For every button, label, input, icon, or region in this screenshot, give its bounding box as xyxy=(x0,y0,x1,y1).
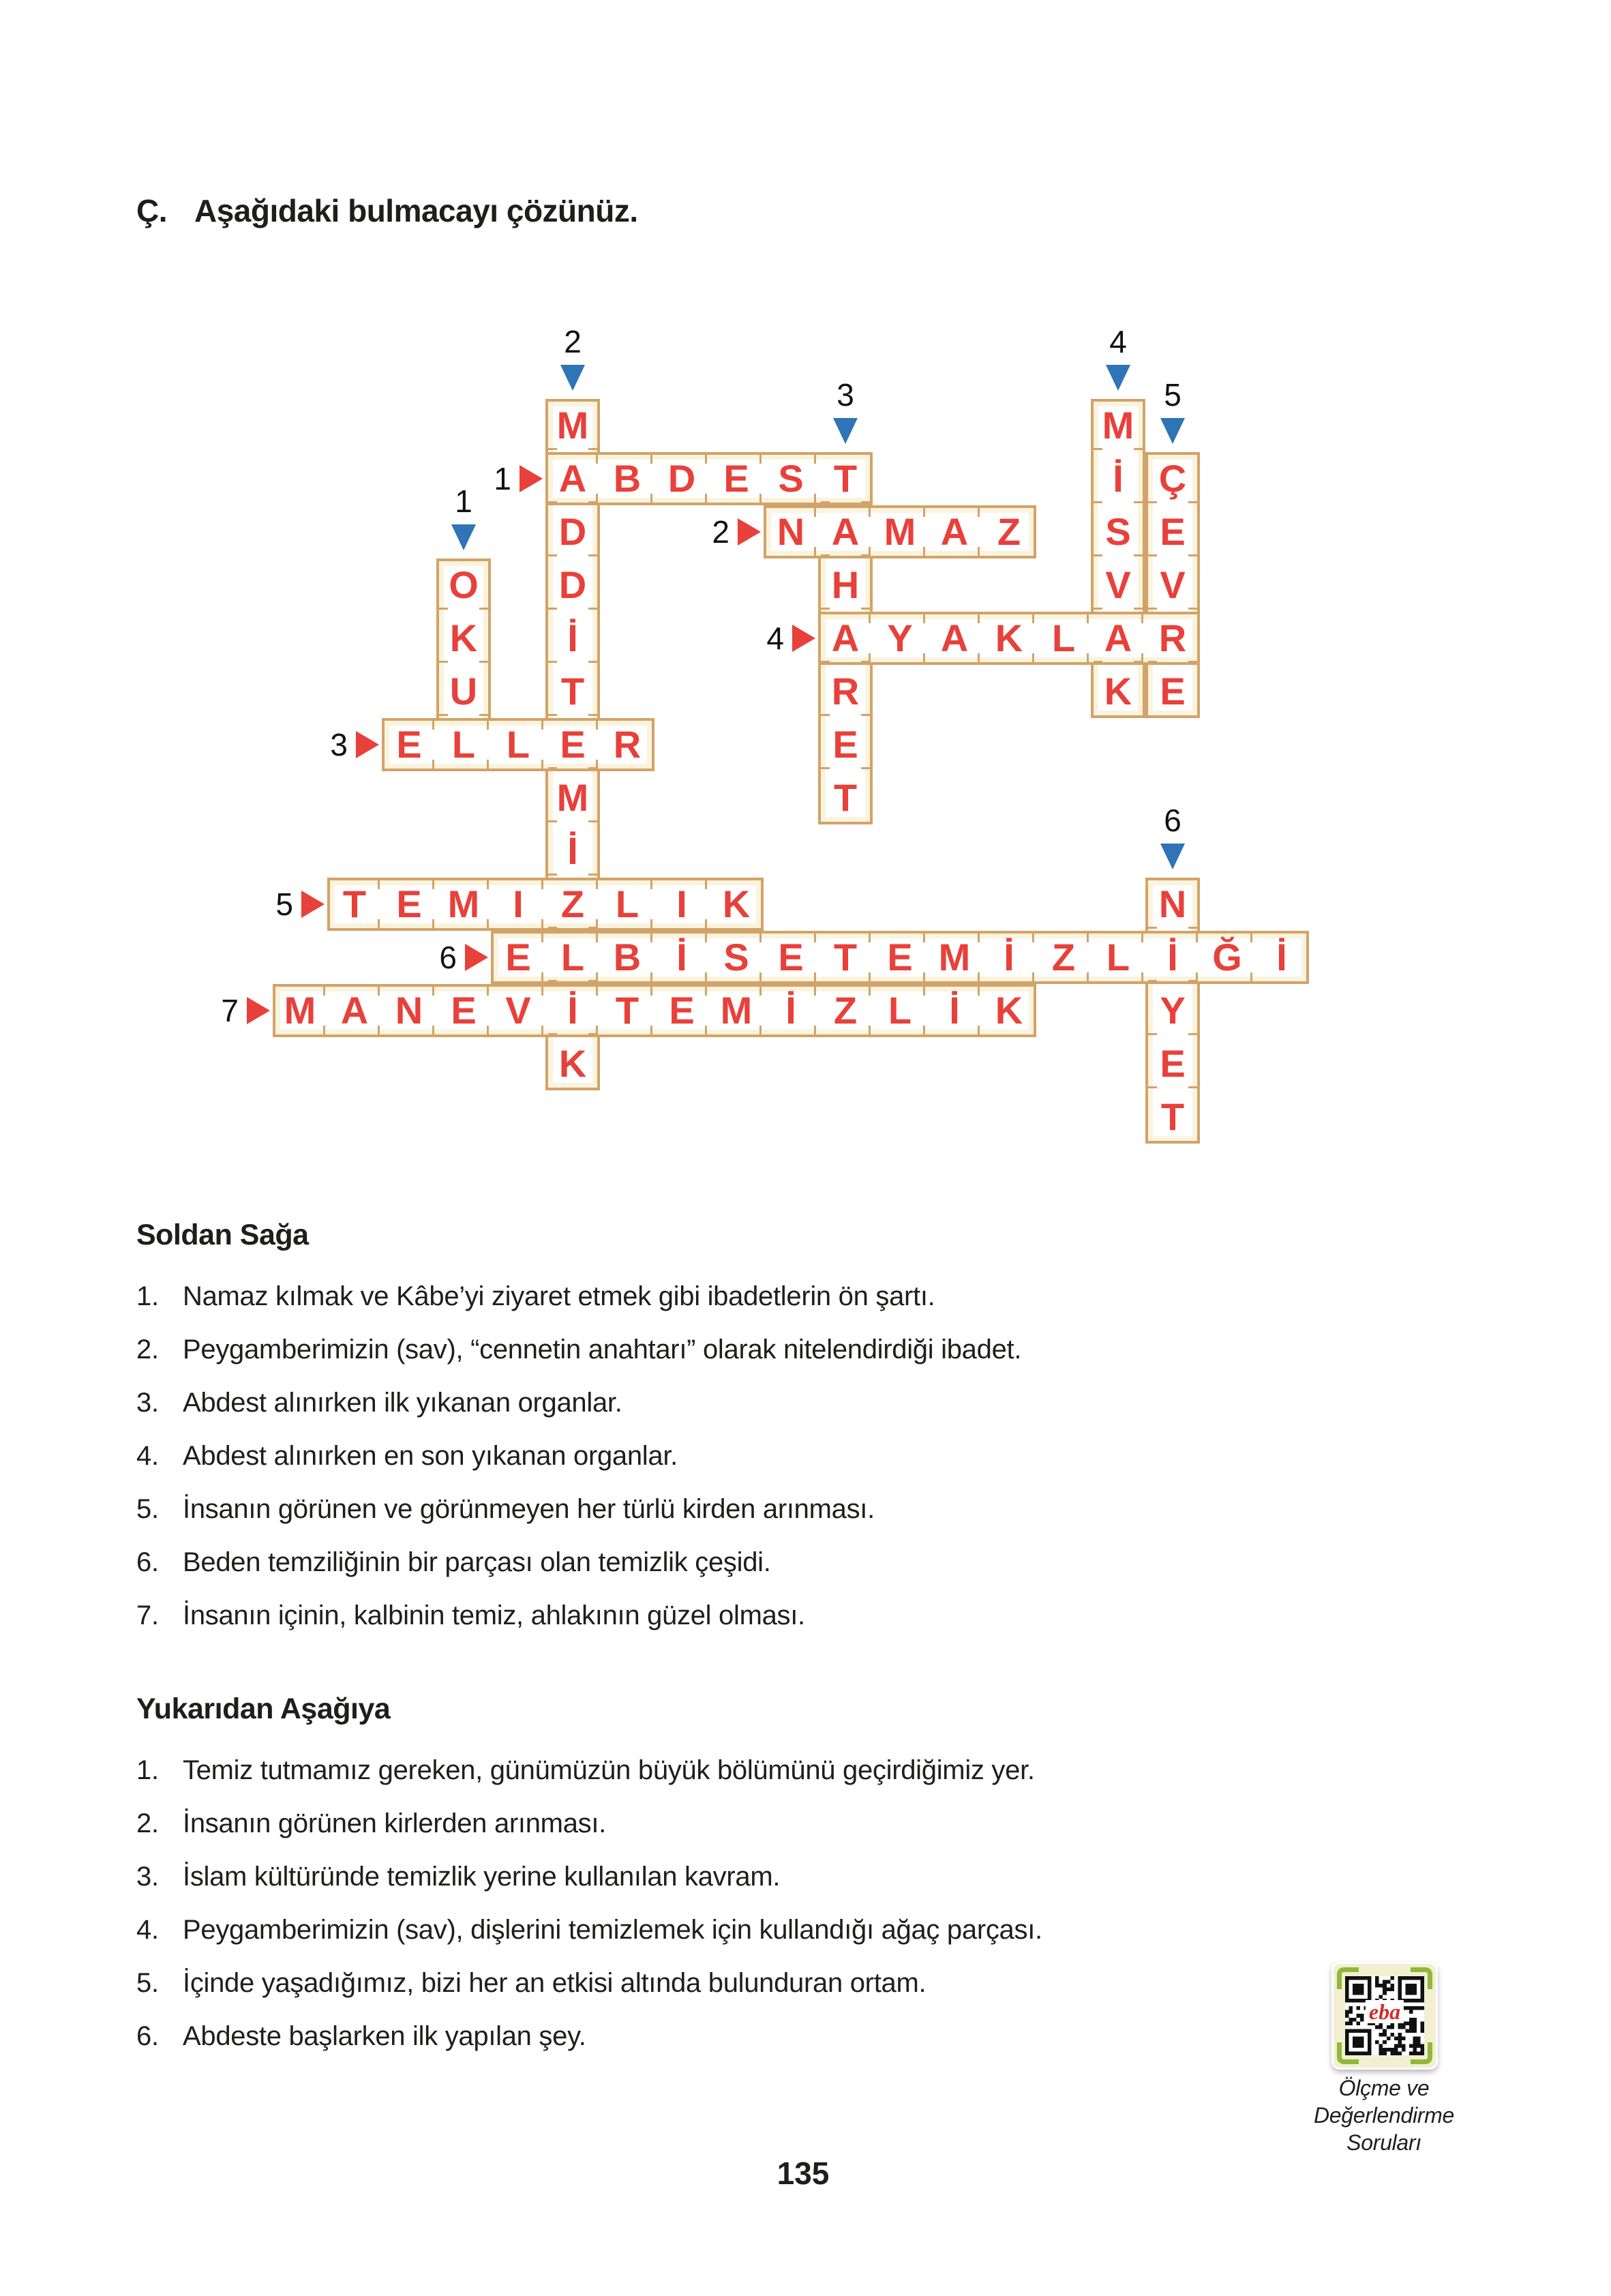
crossword-letter: O xyxy=(449,563,479,606)
clue-text: İçinde yaşadığımız, bizi her an etkisi altında bulunduran ortam. xyxy=(183,1968,927,1998)
crossword-letter: M xyxy=(938,936,971,979)
crossword-letter: L xyxy=(888,989,912,1032)
crossword-letter: E xyxy=(723,457,749,500)
down-arrow-icon xyxy=(1160,844,1185,869)
crossword-letter: I xyxy=(513,882,524,925)
down-clue-6 xyxy=(136,2010,1329,2063)
down-arrow-icon xyxy=(560,365,585,391)
down-clues-list xyxy=(136,1744,1329,2063)
crossword-letter: E xyxy=(451,989,477,1032)
right-arrow-icon xyxy=(356,731,379,758)
clue-text: Abdeste başlarken ilk yapılan şey. xyxy=(183,2021,586,2051)
clue-number: 5. xyxy=(136,1494,159,1524)
across-clue-7 xyxy=(136,1589,1329,1642)
down-3-number: 3 xyxy=(837,377,854,413)
crossword-letter: İ xyxy=(1167,936,1178,979)
across-clue-4 xyxy=(136,1429,1329,1482)
clue-number: 2. xyxy=(136,1808,159,1838)
crossword-letter: R xyxy=(613,723,642,766)
crossword-letter: K xyxy=(995,616,1023,659)
crossword-letter: İ xyxy=(676,936,687,979)
crossword-letter: E xyxy=(1160,1042,1186,1085)
crossword-letter: B xyxy=(613,936,642,979)
qr-caption-line: Değerlendirme xyxy=(1314,2103,1454,2128)
crossword-letter: Y xyxy=(887,616,913,659)
crossword-letter: M xyxy=(1102,404,1134,447)
clue-text: Peygamberimizin (sav), “cennetin anahtarı” olarak nitelendirdiği ibadet. xyxy=(183,1335,1022,1365)
crossword-letter: Ğ xyxy=(1212,936,1242,979)
crossword-letter: K xyxy=(1104,670,1132,713)
crossword-letter: S xyxy=(723,936,749,979)
down-2-number: 2 xyxy=(564,324,582,359)
crossword-letter: D xyxy=(558,510,587,553)
clue-number: 2. xyxy=(136,1335,159,1365)
crossword-letter: B xyxy=(613,457,642,500)
crossword-letter: E xyxy=(887,936,913,979)
across-clue-6 xyxy=(136,1536,1329,1589)
across-clue-1 xyxy=(136,1270,1329,1323)
clue-number: 6. xyxy=(136,2021,159,2051)
crossword-letter: Y xyxy=(1160,989,1186,1032)
down-clue-1 xyxy=(136,1744,1329,1797)
down-arrow-icon xyxy=(1106,365,1130,391)
crossword-letter: M xyxy=(884,510,916,553)
clue-text: Temiz tutmamız gereken, günümüzün büyük bölümünü geçirdiğimiz yer. xyxy=(183,1755,1035,1785)
crossword-letter: İ xyxy=(949,989,960,1032)
crossword-letter: E xyxy=(560,723,586,766)
down-arrow-icon xyxy=(833,418,858,444)
across-clue-3 xyxy=(136,1376,1329,1429)
crossword-letter: E xyxy=(778,936,804,979)
qr-code xyxy=(1331,1962,1438,2070)
across-clue-5 xyxy=(136,1482,1329,1536)
crossword-letter: M xyxy=(284,989,316,1032)
qr-caption-line: Ölçme ve xyxy=(1338,2076,1430,2100)
crossword-letter: İ xyxy=(1113,457,1124,500)
crossword-letter: T xyxy=(560,670,585,713)
crossword-letter: I xyxy=(676,882,687,925)
right-arrow-icon xyxy=(247,997,270,1024)
crossword-letter: E xyxy=(1160,510,1186,553)
crossword-letter: L xyxy=(1051,616,1076,659)
crossword-letter: A xyxy=(340,989,369,1032)
crossword-letter: D xyxy=(558,563,587,606)
right-arrow-icon xyxy=(465,944,488,971)
crossword-letter: İ xyxy=(567,989,578,1032)
clue-number: 3. xyxy=(136,1862,159,1892)
page-number: 135 xyxy=(777,2156,830,2191)
crossword-letter: İ xyxy=(567,829,578,872)
down-4-number: 4 xyxy=(1109,324,1127,359)
crossword-letter: E xyxy=(396,723,422,766)
crossword-letter: A xyxy=(940,616,969,659)
crossword-letter: S xyxy=(1105,510,1131,553)
across-1-number: 1 xyxy=(494,461,511,496)
crossword-letter: T xyxy=(1160,1095,1185,1138)
down-6-number: 6 xyxy=(1164,803,1181,838)
across-2-number: 2 xyxy=(712,514,729,550)
right-arrow-icon xyxy=(520,465,543,492)
title-letter: Ç. xyxy=(136,193,167,228)
qr-caption xyxy=(1282,2074,1486,2156)
clue-number: 1. xyxy=(136,1281,159,1311)
crossword-letter: T xyxy=(833,457,858,500)
down-arrow-icon xyxy=(1160,418,1185,444)
clue-number: 4. xyxy=(136,1915,159,1945)
crossword-letter: M xyxy=(720,989,753,1032)
eba-logo: eba xyxy=(1366,2000,1404,2023)
crossword-letter: N xyxy=(1158,882,1187,925)
down-clues-heading: Yukarıdan Aşağıya xyxy=(136,1693,391,1725)
across-6-number: 6 xyxy=(439,940,457,975)
down-clue-4 xyxy=(136,1903,1329,1956)
clue-number: 3. xyxy=(136,1388,159,1418)
crossword-letter: Z xyxy=(997,510,1021,553)
clue-number: 5. xyxy=(136,1968,159,1998)
crossword-letter: N xyxy=(395,989,423,1032)
crossword-letter: Z xyxy=(1051,936,1076,979)
down-clue-3 xyxy=(136,1850,1329,1903)
clue-text: Namaz kılmak ve Kâbe’yi ziyaret etmek gibi ibadetlerin ön şartı. xyxy=(183,1281,935,1311)
crossword-letter: Z xyxy=(833,989,858,1032)
clue-text: İnsanın görünen kirlerden arınması. xyxy=(183,1808,606,1838)
clue-text: Beden temziliğinin bir parçası olan temizlik çeşidi. xyxy=(183,1547,771,1577)
crossword-letter: İ xyxy=(1276,936,1287,979)
crossword-letter: R xyxy=(1158,616,1187,659)
crossword-letter: T xyxy=(833,776,858,819)
clue-text: Abdest alınırken ilk yıkanan organlar. xyxy=(183,1388,622,1418)
crossword-letter: M xyxy=(447,882,480,925)
crossword-letter: E xyxy=(832,723,858,766)
down-clues-section xyxy=(136,1693,1329,2063)
across-7-number: 7 xyxy=(221,993,239,1028)
crossword-letter: A xyxy=(558,457,587,500)
crossword-letter: M xyxy=(556,776,589,819)
crossword-letter: L xyxy=(560,936,585,979)
across-clue-2 xyxy=(136,1323,1329,1376)
crossword-letter: V xyxy=(1160,563,1186,606)
title-text: Aşağıdaki bulmacayı çözünüz. xyxy=(194,193,638,228)
down-clue-2 xyxy=(136,1797,1329,1850)
crossword-letter: K xyxy=(558,1042,587,1085)
down-clue-5 xyxy=(136,1956,1329,2010)
across-3-number: 3 xyxy=(330,727,348,762)
crossword-letter: H xyxy=(831,563,860,606)
down-arrow-icon xyxy=(451,524,476,550)
crossword-letter: K xyxy=(995,989,1023,1032)
clue-text: Abdest alınırken en son yıkanan organlar. xyxy=(183,1441,678,1471)
qr-caption-line: Soruları xyxy=(1346,2130,1421,2155)
crossword-letter: A xyxy=(940,510,969,553)
crossword-letter: İ xyxy=(785,989,796,1032)
clue-number: 6. xyxy=(136,1547,159,1577)
crossword-letter: M xyxy=(556,404,589,447)
crossword-letter: R xyxy=(831,670,860,713)
crossword-letter: U xyxy=(449,670,478,713)
down-5-number: 5 xyxy=(1164,377,1181,413)
crossword-letter: A xyxy=(831,616,860,659)
crossword-letter: İ xyxy=(1004,936,1014,979)
crossword-letter: E xyxy=(505,936,531,979)
clue-number: 4. xyxy=(136,1441,159,1471)
clue-text: İnsanın görünen ve görünmeyen her türlü kirden arınması. xyxy=(183,1494,875,1524)
clue-number: 1. xyxy=(136,1755,159,1785)
clue-text: Peygamberimizin (sav), dişlerini temizlemek için kullandığı ağaç parçası. xyxy=(183,1915,1042,1945)
crossword-letter: Ç xyxy=(1158,457,1187,500)
across-5-number: 5 xyxy=(275,886,293,922)
crossword-letter: L xyxy=(615,882,639,925)
right-arrow-icon xyxy=(738,518,761,546)
crossword-letter: S xyxy=(778,457,804,500)
right-arrow-icon xyxy=(301,891,325,918)
right-arrow-icon xyxy=(792,625,815,652)
crossword-letter: V xyxy=(1105,563,1131,606)
crossword-letter: A xyxy=(831,510,860,553)
across-clues-section xyxy=(136,1219,1329,1642)
across-clues-heading: Soldan Sağa xyxy=(136,1219,309,1251)
clue-text: İnsanın içinin, kalbinin temiz, ahlakının güzel olması. xyxy=(183,1600,805,1630)
across-clues-list xyxy=(136,1270,1329,1642)
crossword-letter: A xyxy=(1104,616,1132,659)
crossword-letter: E xyxy=(669,989,695,1032)
crossword-letter: E xyxy=(396,882,422,925)
down-1-number: 1 xyxy=(455,483,472,519)
crossword-letter: T xyxy=(833,936,858,979)
crossword-letter: D xyxy=(667,457,696,500)
crossword-letter: K xyxy=(449,616,478,659)
crossword-letter: L xyxy=(1106,936,1130,979)
crossword-letter: Z xyxy=(560,882,585,925)
crossword-letter: E xyxy=(1160,670,1186,713)
crossword-letter: T xyxy=(615,989,639,1032)
clue-number: 7. xyxy=(136,1600,159,1630)
crossword-letter: L xyxy=(506,723,530,766)
crossword-letter: V xyxy=(505,989,531,1032)
across-4-number: 4 xyxy=(766,621,784,656)
crossword-letter: T xyxy=(342,882,367,925)
crossword-letter: K xyxy=(722,882,751,925)
clue-text: İslam kültüründe temizlik yerine kullanılan kavram. xyxy=(183,1862,781,1892)
crossword-letter: İ xyxy=(567,616,578,659)
crossword-letter: N xyxy=(777,510,805,553)
crossword-letter: L xyxy=(451,723,476,766)
